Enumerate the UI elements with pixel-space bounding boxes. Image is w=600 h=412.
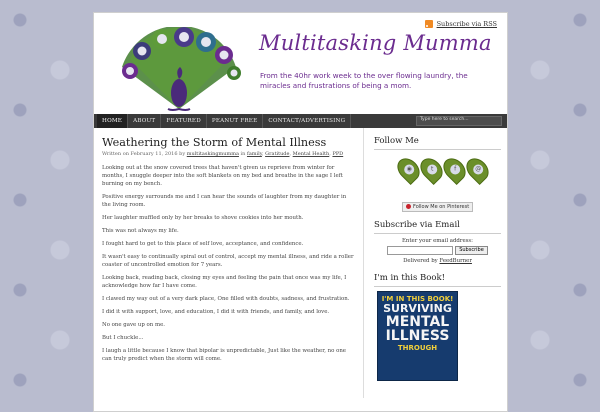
post-paragraph: But I chuckle... bbox=[102, 335, 144, 341]
book-cover-line: SURVIVING bbox=[383, 301, 452, 315]
site-tagline: From the 40hr work week to the over flowing laundry, the miracles and frustrations of being a mom. bbox=[260, 71, 468, 90]
follow-icons bbox=[374, 154, 501, 194]
post-paragraph: I clawed my way out of a very dark place, One filled with doubts, sadness, and frustration. bbox=[102, 296, 350, 302]
main-nav bbox=[94, 114, 507, 128]
post-paragraph: Looking out at the snow covered trees that haven't given us reprieve from winter for months, I snuggle deeper into the soft blankets on my bed and breathe in the sage I left burning on my bench. bbox=[102, 165, 343, 187]
email-icon[interactable]: @ bbox=[461, 154, 492, 185]
delivered-by bbox=[374, 258, 501, 264]
book-cover-image[interactable] bbox=[377, 291, 458, 381]
post-paragraph: This was not always my life. bbox=[102, 228, 179, 234]
post-title[interactable]: Weathering the Storm of Mental Illness bbox=[102, 136, 327, 149]
book-cover-line: ILLNESS bbox=[385, 327, 450, 344]
post-paragraph: No one gave up on me. bbox=[102, 322, 165, 328]
byline-date: Written on February 11, 2016 by bbox=[102, 151, 186, 157]
post-paragraph: It wasn't easy to continually spiral out of control, accept my mental illness, and ride a roller coaster of uncontrolled emotion for 7 years. bbox=[102, 254, 354, 268]
sidebar bbox=[364, 128, 507, 398]
rss-link[interactable]: Subscribe via RSS bbox=[436, 20, 497, 28]
subscribe-email-heading: Subscribe via Email bbox=[374, 220, 501, 234]
email-form bbox=[374, 246, 501, 255]
email-field[interactable] bbox=[387, 246, 453, 255]
main-column bbox=[94, 128, 364, 398]
category-link-gratitude[interactable]: Gratitude bbox=[265, 151, 290, 157]
post-paragraph: Positive energy surrounds me and I can hear the sounds of laughter from my daughter in the living room. bbox=[102, 194, 347, 208]
subscribe-button[interactable]: Subscribe bbox=[455, 246, 488, 255]
pinterest-label: Follow Me on Pinterest bbox=[413, 203, 470, 210]
post-byline: Written on February 11, 2016 by multitaskingmumma in family, Gratitude, Mental Health, PPD bbox=[102, 151, 344, 157]
category-link-family[interactable]: family bbox=[246, 151, 262, 157]
book-heading: I'm in this Book! bbox=[374, 273, 501, 287]
nav-item-home[interactable]: HOME bbox=[97, 114, 128, 128]
feedburner-link[interactable]: FeedBurner bbox=[439, 257, 472, 264]
nav-item-peanut-free[interactable]: PEANUT FREE bbox=[207, 114, 263, 128]
site-title[interactable]: Multitasking Mumma bbox=[259, 31, 492, 55]
rss-follow-icon[interactable]: ◉ bbox=[392, 154, 423, 185]
post-paragraph: Looking back, reading back, closing my eyes and feeling the pain that once was my life, I acknowledge how far I have come. bbox=[102, 275, 347, 289]
pinterest-follow-button[interactable] bbox=[402, 202, 473, 212]
pinterest-icon bbox=[406, 204, 411, 209]
post-paragraph: Her laughter muffled only by her breaks to shove cookies into her mouth. bbox=[102, 215, 304, 221]
byline-in: in bbox=[240, 151, 246, 157]
site-header bbox=[94, 13, 507, 114]
search-input[interactable]: Type here to search... bbox=[416, 116, 502, 126]
book-cover-line: MENTAL bbox=[385, 313, 450, 330]
nav-item-contact[interactable]: CONTACT/ADVERTISING bbox=[263, 114, 351, 128]
rss-subscribe[interactable] bbox=[425, 20, 497, 28]
delivered-prefix: Delivered by bbox=[403, 257, 438, 264]
email-label: Enter your email address: bbox=[401, 237, 473, 244]
peacock-logo[interactable] bbox=[112, 27, 247, 111]
facebook-icon[interactable]: f bbox=[438, 154, 469, 185]
post-paragraph: I fought hard to get to this place of self love, acceptance, and confidence. bbox=[102, 241, 304, 247]
book-cover-line: I'M IN THIS BOOK! bbox=[381, 294, 454, 303]
rss-icon[interactable] bbox=[425, 20, 433, 28]
page-wrapper bbox=[93, 12, 508, 412]
category-link-mental-health[interactable]: Mental Health bbox=[292, 151, 330, 157]
post-paragraph: I laugh a little because I know that bipolar is unpredictable, Just like the weather, no one can truly predict when the storm will come. bbox=[102, 348, 346, 362]
twitter-icon[interactable]: t bbox=[415, 154, 446, 185]
nav-item-featured[interactable]: FEATURED bbox=[161, 114, 207, 128]
author-link[interactable]: multitaskingmumma bbox=[186, 151, 239, 157]
book-cover-line: THROUGH bbox=[397, 343, 438, 352]
follow-me-heading: Follow Me bbox=[374, 136, 501, 150]
nav-item-about[interactable]: ABOUT bbox=[128, 114, 161, 128]
category-link-ppd[interactable]: PPD bbox=[332, 151, 344, 157]
post-paragraph: I did it with support, love, and education, I did it with friends, and family, and love. bbox=[102, 309, 330, 315]
content-area bbox=[94, 128, 507, 398]
